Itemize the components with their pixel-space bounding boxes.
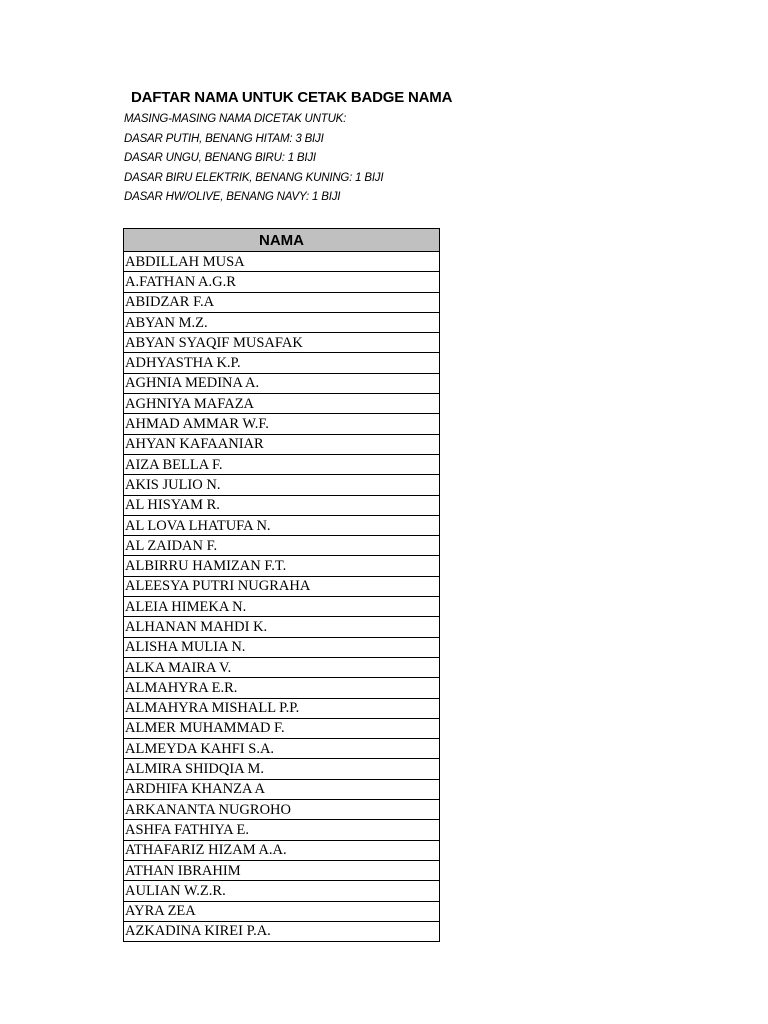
name-cell: AYRA ZEA [124, 901, 440, 921]
name-cell: AHMAD AMMAR W.F. [124, 414, 440, 434]
table-row [124, 353, 440, 373]
name-cell: ALBIRRU HAMIZAN F.T. [124, 556, 440, 576]
name-cell: A.FATHAN A.G.R [124, 272, 440, 292]
table-header-row [124, 229, 440, 252]
table-row [124, 678, 440, 698]
table-row [124, 495, 440, 515]
name-cell: AGHNIA MEDINA A. [124, 373, 440, 393]
name-cell: ALMAHYRA MISHALL P.P. [124, 698, 440, 718]
column-header-nama: NAMA [124, 229, 440, 252]
table-row [124, 739, 440, 759]
name-cell: ALKA MAIRA V. [124, 657, 440, 677]
print-instructions [124, 110, 383, 208]
instruction-line: DASAR UNGU, BENANG BIRU: 1 BIJI [124, 152, 316, 164]
table-row [124, 454, 440, 474]
name-cell: ALMIRA SHIDQIA M. [124, 759, 440, 779]
name-cell: AULIAN W.Z.R. [124, 881, 440, 901]
name-cell: AL HISYAM R. [124, 495, 440, 515]
name-table [123, 228, 440, 942]
name-cell: ABIDZAR F.A [124, 292, 440, 312]
name-cell: ALEESYA PUTRI NUGRAHA [124, 576, 440, 596]
name-cell: ATHAN IBRAHIM [124, 860, 440, 880]
table-row [124, 515, 440, 535]
table-row [124, 657, 440, 677]
table-row [124, 394, 440, 414]
name-cell: AL ZAIDAN F. [124, 536, 440, 556]
name-cell: ALMEYDA KAHFI S.A. [124, 739, 440, 759]
table-row [124, 373, 440, 393]
name-cell: AZKADINA KIREI P.A. [124, 921, 440, 941]
table-row [124, 597, 440, 617]
name-cell: ATHAFARIZ HIZAM A.A. [124, 840, 440, 860]
name-cell: AL LOVA LHATUFA N. [124, 515, 440, 535]
table-row [124, 820, 440, 840]
name-cell: ARDHIFA KHANZA A [124, 779, 440, 799]
instruction-line: DASAR HW/OLIVE, BENANG NAVY: 1 BIJI [124, 191, 341, 203]
instruction-line: DASAR BIRU ELEKTRIK, BENANG KUNING: 1 BIJI [124, 171, 384, 184]
document-title: DAFTAR NAMA UNTUK CETAK BADGE NAMA [131, 89, 453, 106]
name-cell: ALHANAN MAHDI K. [124, 617, 440, 637]
name-cell: ARKANANTA NUGROHO [124, 800, 440, 820]
name-cell: ALEIA HIMEKA N. [124, 597, 440, 617]
name-cell: ASHFA FATHIYA E. [124, 820, 440, 840]
table-row [124, 637, 440, 657]
table-row [124, 860, 440, 880]
name-table-body [124, 252, 440, 942]
table-row [124, 434, 440, 454]
name-cell: ALMAHYRA E.R. [124, 678, 440, 698]
name-cell: ALISHA MULIA N. [124, 637, 440, 657]
table-row [124, 881, 440, 901]
table-row [124, 576, 440, 596]
table-row [124, 333, 440, 353]
table-row [124, 252, 440, 272]
table-row [124, 718, 440, 738]
table-row [124, 759, 440, 779]
table-row [124, 272, 440, 292]
table-row [124, 475, 440, 495]
name-cell: AIZA BELLA F. [124, 454, 440, 474]
table-row [124, 840, 440, 860]
table-row [124, 536, 440, 556]
name-cell: ABYAN M.Z. [124, 312, 440, 332]
table-row [124, 698, 440, 718]
table-row [124, 800, 440, 820]
name-cell: ALMER MUHAMMAD F. [124, 718, 440, 738]
instruction-line: DASAR PUTIH, BENANG HITAM: 3 BIJI [124, 132, 324, 145]
table-row [124, 414, 440, 434]
name-cell: AHYAN KAFAANIAR [124, 434, 440, 454]
name-cell: ABDILLAH MUSA [124, 252, 440, 272]
name-cell: AGHNIYA MAFAZA [124, 394, 440, 414]
name-cell: ABYAN SYAQIF MUSAFAK [124, 333, 440, 353]
name-cell: ADHYASTHA K.P. [124, 353, 440, 373]
table-row [124, 312, 440, 332]
table-row [124, 779, 440, 799]
table-row [124, 901, 440, 921]
name-cell: AKIS JULIO N. [124, 475, 440, 495]
instruction-line: MASING-MASING NAMA DICETAK UNTUK: [124, 113, 347, 125]
table-row [124, 292, 440, 312]
table-row [124, 921, 440, 941]
table-row [124, 556, 440, 576]
table-row [124, 617, 440, 637]
